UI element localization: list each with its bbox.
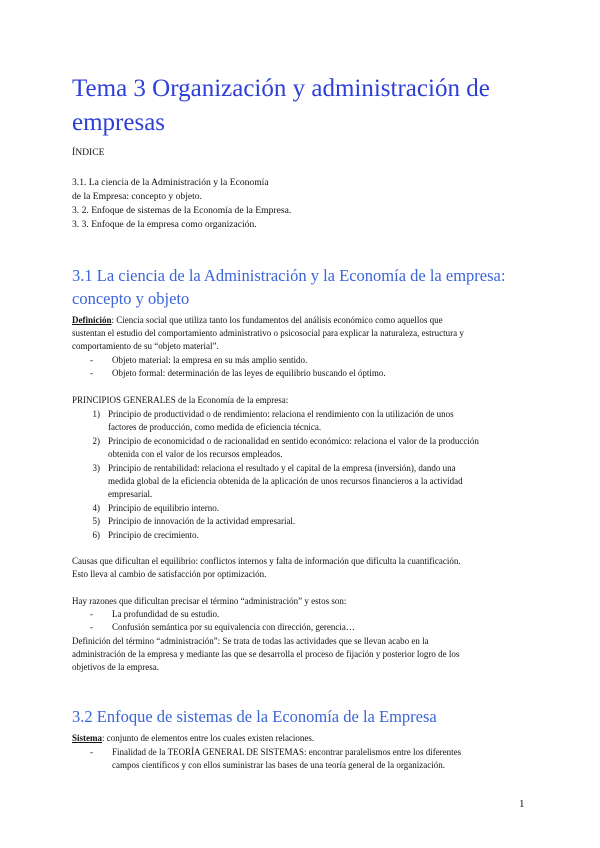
definition-line-1	[72, 314, 443, 328]
section-1-heading-line-1: 3.1 La ciencia de la Administración y la Economía de la empresa:	[72, 266, 506, 285]
principle-item	[84, 515, 295, 529]
principle-item	[84, 529, 199, 543]
reason-item	[90, 608, 219, 622]
system-text: : conjunto de elementos entre los cuales existen relaciones.	[102, 733, 315, 743]
dash-bullet: -	[90, 368, 93, 378]
system-bullet-continuation: campos científicos y con ellos suministrar las bases de una teoría general de la organización.	[112, 760, 445, 770]
causes-line-1: Causas que dificultan el equilibrio: conflictos internos y falta de información que dificulta la cuantificación.	[72, 556, 461, 566]
system-bullet	[90, 746, 461, 760]
object-item	[90, 367, 386, 381]
toc-item: de la Empresa: concepto y objeto.	[72, 191, 203, 202]
definition-line-3: comportamiento de su “objeto material”.	[72, 341, 219, 351]
reason-item	[90, 621, 355, 635]
reasons-intro: Hay razones que dificultan precisar el término “administración” y estos son:	[72, 596, 347, 606]
definition-label: Definición	[72, 315, 112, 325]
principle-item	[84, 502, 219, 516]
toc-item: 3. 3. Enfoque de la empresa como organización.	[72, 219, 257, 230]
section-1-heading-line-2: concepto y objeto	[72, 289, 190, 308]
dash-bullet: -	[90, 609, 93, 619]
principle-number: 1)	[92, 409, 100, 419]
object-text: Objeto formal: determinación de las leyes de equilibrio buscando el óptimo.	[112, 368, 386, 378]
principle-text: Principio de equilibrio interno.	[108, 503, 219, 513]
system-label: Sistema	[72, 733, 102, 743]
reason-text: La profundidad de su estudio.	[112, 609, 220, 619]
principle-text: Principio de rentabilidad: relaciona el resultado y el capital de la empresa (inversión), dando una	[108, 463, 456, 473]
object-item	[90, 354, 307, 368]
system-bullet-text: Finalidad de la TEORÍA GENERAL DE SISTEMAS: encontrar paralelismos entre los diferentes	[112, 747, 462, 757]
admin-definition-line: Definición del término “administración”: Se trata de todas las actividades que se llevan acabo en la	[72, 636, 429, 646]
principle-continuation: medida global de la eficiencia obtenida de la aplicación de unos recursos financieros a la actividad	[108, 476, 463, 486]
principle-number: 6)	[92, 530, 100, 540]
principle-number: 5)	[92, 516, 100, 526]
admin-definition-line: administración de la empresa y mediante las que se desarrolla el proceso de fijación y posterior logro de los	[72, 649, 460, 659]
toc-item: 3. 2. Enfoque de sistemas de la Economía de la Empresa.	[72, 205, 292, 216]
principle-item	[84, 408, 454, 422]
principles-intro: PRINCIPIOS GENERALES de la Economía de la empresa:	[72, 395, 289, 405]
index-label: ÍNDICE	[72, 147, 105, 158]
object-text: Objeto material: la empresa en su más amplio sentido.	[112, 355, 308, 365]
principle-continuation: obtenida con el valor de los recursos empleados.	[108, 449, 283, 459]
reason-text: Confusión semántica por su equivalencia con dirección, gerencia…	[112, 622, 355, 632]
principle-item	[84, 435, 479, 449]
definition-line-2: sustentan el estudio del comportamiento administrativo o psicosocial para explicar la naturaleza, estructura y	[72, 328, 464, 338]
document-title-line-1: Tema 3 Organización y administración de	[72, 75, 490, 102]
dash-bullet: -	[90, 747, 93, 757]
section-2-heading: 3.2 Enfoque de sistemas de la Economía de la Empresa	[72, 707, 437, 726]
principle-text: Principio de economicidad o de racionalidad en sentido económico: relaciona el valor de la producción	[108, 436, 479, 446]
principle-number: 2)	[92, 436, 100, 446]
principle-number: 4)	[92, 503, 100, 513]
page-number: 1	[519, 798, 525, 810]
principle-number: 3)	[92, 463, 100, 473]
definition-text: : Ciencia social que utiliza tanto los fundamentos del análisis económico como aquellos que	[111, 315, 443, 325]
toc-item: 3.1. La ciencia de la Administración y la Economía	[72, 177, 269, 188]
causes-line-2: Esto lleva al cambio de satisfacción por optimización.	[72, 569, 267, 579]
principle-item	[84, 462, 456, 476]
principle-text: Principio de productividad o de rendimiento: relaciona el rendimiento con la utilización de unos	[108, 409, 454, 419]
dash-bullet: -	[90, 622, 93, 632]
document-title-line-2: empresas	[72, 109, 166, 136]
system-definition	[72, 732, 314, 746]
dash-bullet: -	[90, 355, 93, 365]
principle-continuation: empresarial.	[108, 489, 153, 499]
principle-text: Principio de innovación de la actividad empresarial.	[108, 516, 296, 526]
principle-continuation: factores de producción, como medida de eficiencia técnica.	[108, 422, 322, 432]
admin-definition-line: objetivos de la empresa.	[72, 662, 159, 672]
principle-text: Principio de crecimiento.	[108, 530, 199, 540]
